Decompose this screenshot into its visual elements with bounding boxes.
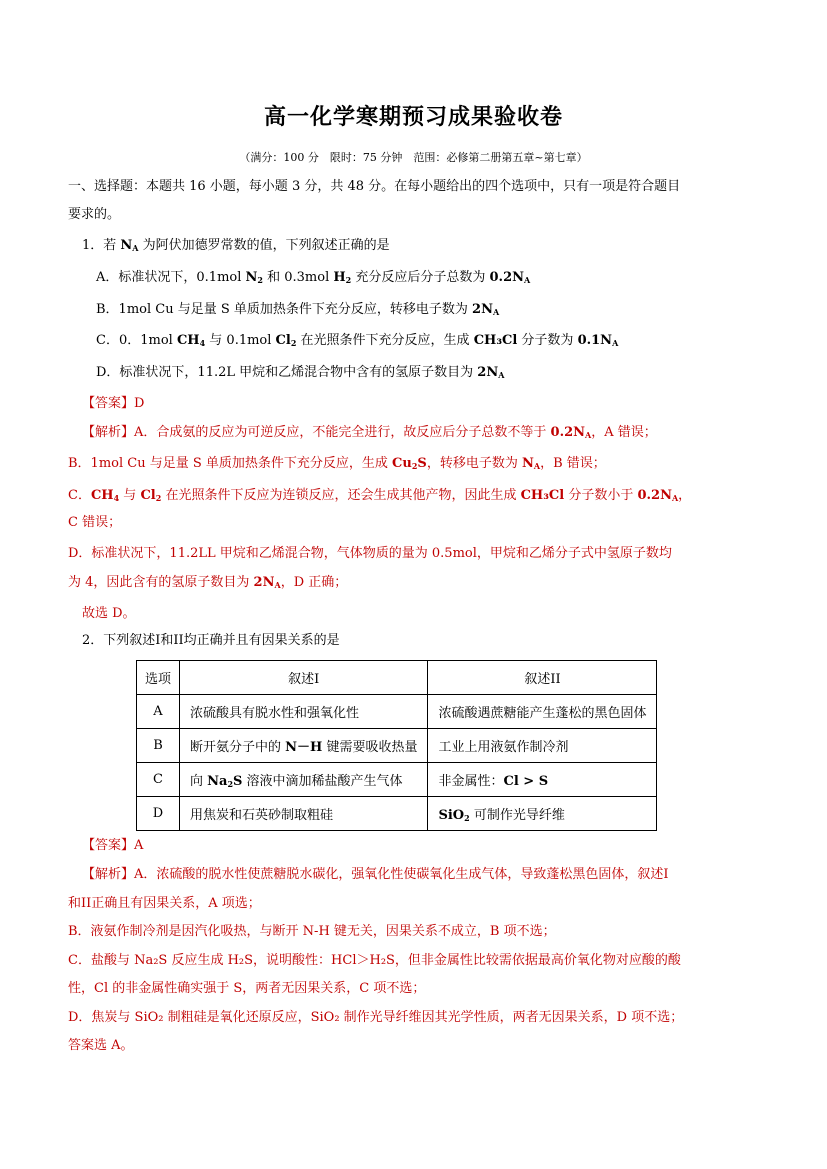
table-cell: SiO$_2$ 可制作光导纤维 <box>428 797 657 831</box>
section-instruction-cont: 要求的。 <box>68 207 121 222</box>
table-cell-option: C <box>137 763 180 797</box>
question-2-table <box>136 660 657 831</box>
table-cell: 工业上用液氨作制冷剂 <box>428 729 657 763</box>
table-cell-option: A <box>137 695 180 729</box>
question-2-analysis-line: B．液氨作制冷剂是因汽化吸热，与断开 N-H 键无关，因果关系不成立，B 项不选； <box>68 924 556 939</box>
table-header: 叙述II <box>428 661 657 695</box>
question-2-answer: 【答案】A <box>82 838 144 853</box>
table-row <box>137 729 657 763</box>
question-1-analysis-line: B．1mol Cu 与足量 S 单质加热条件下充分反应，生成 $Cu_2S$，转移电子数为 $N_A$，B 错误； <box>68 456 606 471</box>
table-cell: 向 $Na_2S$ 溶液中滴加稀盐酸产生气体 <box>180 763 428 797</box>
question-1-analysis-line: 【解析】A．合成氨的反应为可逆反应，不能完全进行，故反应后分子总数不等于 $0.2N_A$，A 错误； <box>82 425 657 440</box>
question-2-analysis-line: 性，Cl 的非金属性确实强于 S，两者无因果关系，C 项不选； <box>68 981 426 996</box>
question-1-option-d: D．标准状况下，11.2L 甲烷和乙烯混合物中含有的氢原子数目为 $2N_A$ <box>96 365 505 380</box>
question-1-answer: 【答案】D <box>82 396 145 411</box>
question-1-analysis-line: C．$CH_4$ 与 $Cl_2$ 在光照条件下反应为连锁反应，还会生成其他产物，因此生成 CH₃Cl 分子数小于 $0.2N_A$， <box>68 488 692 503</box>
table-cell-option: D <box>137 797 180 831</box>
question-1-analysis-line: C 错误； <box>68 515 122 530</box>
question-2-analysis-line: D．焦炭与 SiO₂ 制粗硅是氧化还原反应，SiO₂ 制作光导纤维因其光学性质，两者无因果关系，D 项不选； <box>68 1010 684 1025</box>
table-cell: 断开氨分子中的 N－H 键需要吸收热量 <box>180 729 428 763</box>
exam-info: （满分：100 分 限时：75 分钟 范围：必修第二册第五章~第七章） <box>239 151 588 164</box>
table-row <box>137 695 657 729</box>
table-header: 叙述I <box>180 661 428 695</box>
question-2-analysis-line: 【解析】A．浓硫酸的脱水性使蔗糖脱水碳化，强氧化性使碳氧化生成气体，导致蓬松黑色固体，叙述I <box>82 867 669 882</box>
table-row <box>137 763 657 797</box>
question-2-conclusion: 答案选 A。 <box>68 1038 134 1053</box>
table-cell-option: B <box>137 729 180 763</box>
question-1-analysis-line: 为 4，因此含有的氢原子数目为 $2N_A$，D 正确； <box>68 575 348 590</box>
section-instruction: 一、选择题：本题共 16 小题，每小题 3 分，共 48 分。在每小题给出的四个选项中，只有一项是符合题目 <box>68 179 681 194</box>
table-header-row <box>137 661 657 695</box>
question-1-analysis-line: D．标准状况下，11.2LL 甲烷和乙烯混合物，气体物质的量为 0.5mol，甲烷和乙烯分子式中氢原子数均 <box>68 546 672 561</box>
question-1-conclusion: 故选 D。 <box>82 606 136 621</box>
question-2-analysis-line: 和II正确且有因果关系，A 项选； <box>68 896 261 911</box>
table-row <box>137 797 657 831</box>
question-1-option-a: A．标准状况下，0.1mol $N_2$ 和 0.3mol $H_2$ 充分反应后分子总数为 $0.2N_A$ <box>96 270 531 285</box>
question-1-option-c: C．0．1mol $CH_4$ 与 0.1mol $Cl_2$ 在光照条件下充分反应，生成 CH₃Cl 分子数为 $0.1N_A$ <box>96 333 619 348</box>
question-2-analysis-line: C．盐酸与 Na₂S 反应生成 H₂S，说明酸性：HCl＞H₂S，但非金属性比较需依据最高价氧化物对应酸的酸 <box>68 953 681 968</box>
table-cell: 非金属性：Cl > S <box>428 763 657 797</box>
page-title: 高一化学寒期预习成果验收卷 <box>263 105 563 130</box>
question-1-option-b: B．1mol Cu 与足量 S 单质加热条件下充分反应，转移电子数为 $2N_A$ <box>96 302 500 317</box>
table-cell: 浓硫酸具有脱水性和强氧化性 <box>180 695 428 729</box>
table-cell: 用焦炭和石英砂制取粗硅 <box>180 797 428 831</box>
table-cell: 浓硫酸遇蔗糖能产生蓬松的黑色固体 <box>428 695 657 729</box>
question-2-stem: 2．下列叙述I和II均正确并且有因果关系的是 <box>82 633 340 648</box>
question-1-stem: 1．若 $N_A$ 为阿伏加德罗常数的值，下列叙述正确的是 <box>82 238 390 253</box>
table-header: 选项 <box>137 661 180 695</box>
